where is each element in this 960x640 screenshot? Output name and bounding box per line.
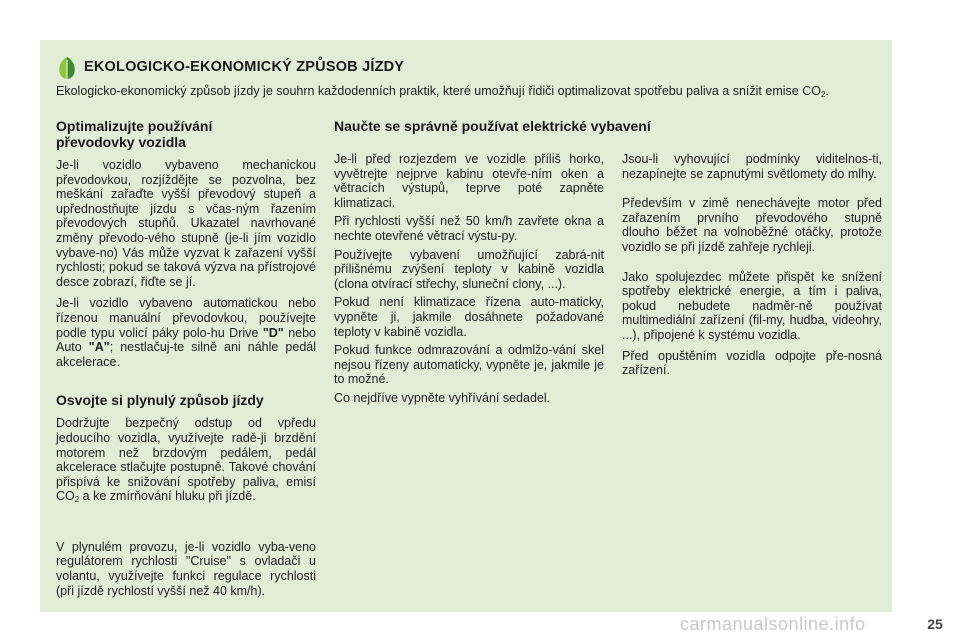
watermark: carmanualsonline.info — [680, 614, 866, 634]
paragraph-passenger-multimedia: Jako spolujezdec můžete přispět ke snížení spotřeby elektrické energie, a tím i paliva, pokud nebudete nadměr-ně používat multimediální zařízení (fil-my, hudba, videohry, ...), připojené k systému vozidla. — [622, 269, 882, 342]
paragraph-safe-distance: Dodržujte bezpečný odstup od vpředu jedoucího vozidla, využívejte radě-ji brzdění motorem než brzdovým pedálem, pedál akcelerace stlačujte postupně. Takové chování přispívá ke snižování spotřeby paliva, emisí $CO_2$ a ke zmírňování hluku při jízdě. — [56, 416, 316, 505]
paragraph-fog-lights: Jsou-li vyhovující podmínky viditelnos-ti, nezapínejte se zapnutými světlomety do mlhy. — [622, 152, 882, 181]
page-number: 25 — [927, 616, 943, 632]
column-middle — [334, 118, 651, 406]
paragraph-cruise-control: V plynulém provozu, je-li vozidlo vyba-veno regulátorem rychlosti "Cruise" s ovladači u volantu, využívejte funkci regulace rychlosti (při jízdě rychlostí vyšší než 40 km/h). — [56, 539, 316, 598]
heading-smooth-driving: Osvojte si plynulý způsob jízdy — [56, 392, 264, 409]
paragraph-seat-heating: Co nejdříve vypněte vyhřívání sedadel. — [334, 390, 551, 405]
column-right — [622, 152, 882, 378]
heading-gearbox: Optimalizujte používání převodovky vozidla — [56, 118, 213, 150]
paragraph-demisting: Pokud funkce odmrazování a odmlžo-vání skel nejsou řízeny automaticky, vypněte je, jakmile je to možné. — [334, 343, 604, 387]
heading-electrical-equipment: Naučte se správně používat elektrické vybavení — [334, 118, 651, 134]
paragraph-air-conditioning: Pokud není klimatizace řízena auto-maticky, vypněte ji, jakmile dosáhnete požadované teploty v kabině vozidla. — [334, 295, 604, 339]
paragraph-sun-blinds: Používejte vybavení umožňující zabrá-nit přílišnému zvýšení teploty v kabině vozidla (clona otvírací střechy, sluneční clony, ...). — [334, 247, 604, 291]
paragraph-automatic-gearbox: Je-li vozidlo vybaveno automatickou nebo řízenou manuální převodovkou, používejte podle typu volicí páky polo-hu Drive "D" nebo Auto "A"; nestlačuj-te silně ani náhle pedál akcelerace. — [56, 296, 317, 369]
paragraph-winter-idle: Především v zimě nenechávejte motor před zařazením prvního převodového stupně dlouho běžet na volnoběžné otáčky, protože vozidlo se při jízdě zahřeje rychleji. — [622, 196, 882, 254]
intro-paragraph: Ekologicko-ekonomický způsob jízdy je souhrn každodenních praktik, které umožňují řidiči optimalizovat spotřebu paliva a snížit emise $CO_2$. — [56, 84, 829, 99]
paragraph-manual-gearbox: Je-li vozidlo vybaveno mechanickou převodovkou, rozjíždějte se pozvolna, bez meškání zařaďte vyšší převodový stupeň a upřednostňujte jízdu s včas-ným řazením převodových stupňů. Ukazatel navrhované změny převodo-vého stupně (je-li jím vozidlo vybave-no) Vás může vyzvat k zařazení vyšší rychlosti; pokud se taková výzva na přístrojové desce zobrazí, řiďte se jí. — [56, 158, 316, 289]
paragraph-ventilate: Je-li před rozjezdem ve vozidle příliš horko, vyvětrejte nejprve kabinu otevře-ním oken a větracích výstupů, teprve poté zapněte klimatizaci. — [334, 152, 604, 210]
section-title: EKOLOGICKO-EKONOMICKÝ ZPŮSOB JÍZDY — [84, 59, 405, 75]
leaf-icon — [56, 56, 78, 80]
paragraph-portable-devices: Před opuštěním vozidla odpojte pře-nosná zařízení. — [622, 348, 882, 378]
paragraph-windows: Při rychlosti vyšší než 50 km/h zavřete okna a nechte otevřené větrací výstu-py. — [334, 214, 604, 243]
column-left — [56, 118, 316, 598]
